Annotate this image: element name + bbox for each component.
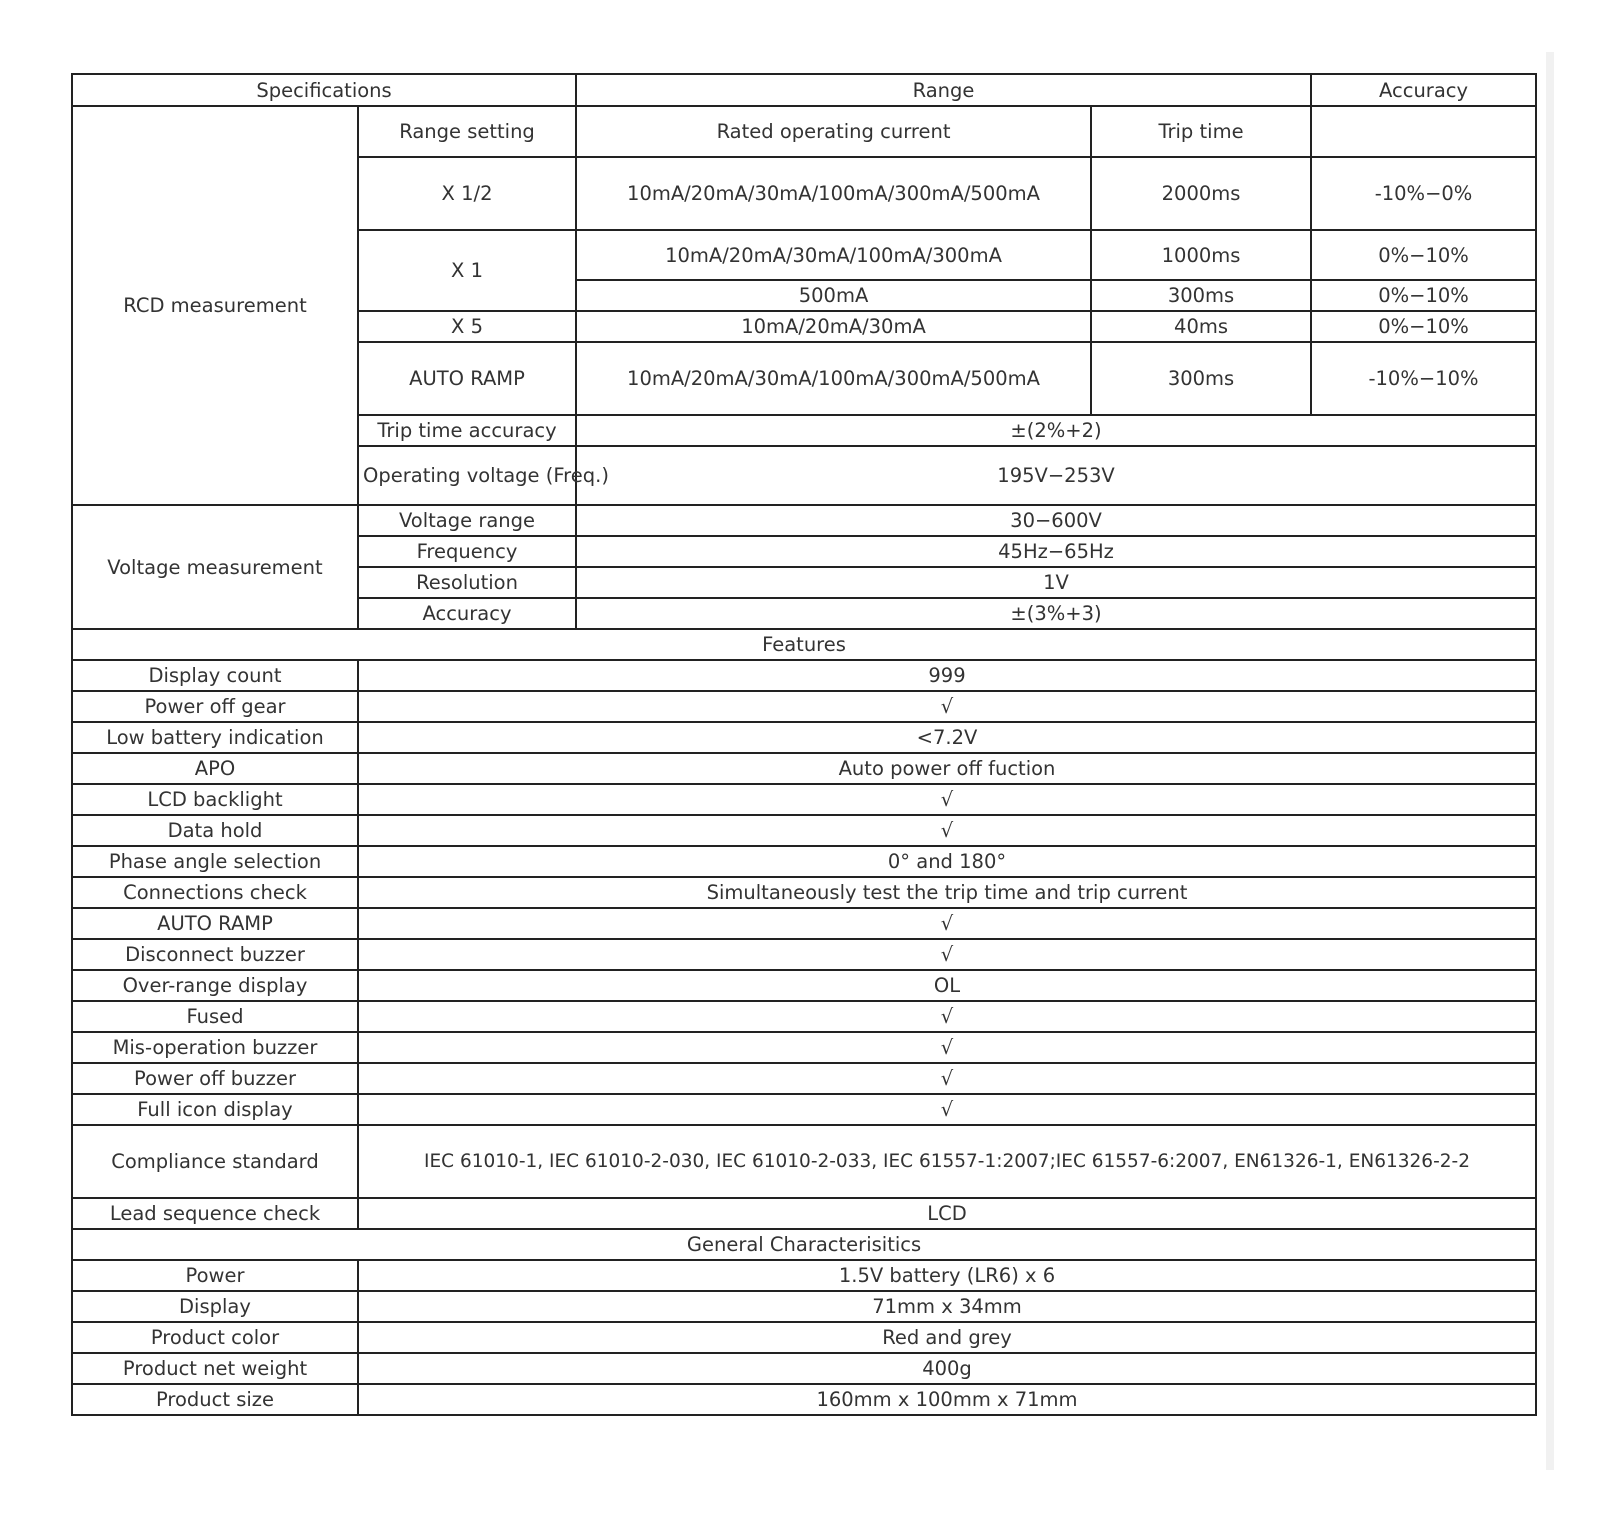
rcd-setting: X 1/2 [358, 157, 576, 230]
feature-value: √ [358, 1094, 1536, 1125]
rcd-accuracy: 0%−10% [1311, 311, 1536, 342]
feature-value: √ [358, 691, 1536, 722]
rcd-col-rated-current: Rated operating current [576, 106, 1091, 157]
rcd-accuracy: 0%−10% [1311, 280, 1536, 311]
table-row [72, 1260, 1536, 1291]
feature-value: 999 [358, 660, 1536, 691]
trip-time-accuracy-label: Trip time accuracy [358, 415, 576, 446]
features-title: Features [72, 629, 1536, 660]
feature-value: <7.2V [358, 722, 1536, 753]
table-row [72, 106, 1536, 157]
feature-label: LCD backlight [72, 784, 358, 815]
feature-value: 0° and 180° [358, 846, 1536, 877]
rcd-current: 500mA [576, 280, 1091, 311]
feature-label: Disconnect buzzer [72, 939, 358, 970]
table-row [72, 784, 1536, 815]
voltage-row-label: Resolution [358, 567, 576, 598]
feature-value: Auto power off fuction [358, 753, 1536, 784]
feature-value: √ [358, 784, 1536, 815]
table-row [72, 939, 1536, 970]
rcd-trip-time: 40ms [1091, 311, 1311, 342]
table-row [72, 753, 1536, 784]
feature-label: Full icon display [72, 1094, 358, 1125]
operating-voltage-label: Operating voltage (Freq.) [358, 446, 576, 505]
general-label: Power [72, 1260, 358, 1291]
table-row [72, 908, 1536, 939]
feature-value: LCD [358, 1198, 1536, 1229]
voltage-row-label: Voltage range [358, 505, 576, 536]
table-row [72, 1001, 1536, 1032]
voltage-row-label: Frequency [358, 536, 576, 567]
table-row [72, 846, 1536, 877]
feature-label: Mis-operation buzzer [72, 1032, 358, 1063]
feature-label: Data hold [72, 815, 358, 846]
rcd-trip-time: 300ms [1091, 342, 1311, 415]
rcd-accuracy: -10%−10% [1311, 342, 1536, 415]
rcd-trip-time: 2000ms [1091, 157, 1311, 230]
table-row [72, 505, 1536, 536]
rcd-setting: X 5 [358, 311, 576, 342]
feature-value: √ [358, 1001, 1536, 1032]
general-value: 1.5V battery (LR6) x 6 [358, 1260, 1536, 1291]
general-value: 400g [358, 1353, 1536, 1384]
feature-label: Connections check [72, 877, 358, 908]
feature-label: APO [72, 753, 358, 784]
rcd-measurement-label: RCD measurement [72, 106, 358, 505]
feature-label: Display count [72, 660, 358, 691]
feature-label: Phase angle selection [72, 846, 358, 877]
voltage-row-value: 1V [576, 567, 1536, 598]
feature-label: Fused [72, 1001, 358, 1032]
voltage-row-label: Accuracy [358, 598, 576, 629]
general-value: 160mm x 100mm x 71mm [358, 1384, 1536, 1415]
feature-value: √ [358, 908, 1536, 939]
rcd-current: 10mA/20mA/30mA/100mA/300mA/500mA [576, 342, 1091, 415]
rcd-setting: AUTO RAMP [358, 342, 576, 415]
features-title-row [72, 629, 1536, 660]
feature-label: Over-range display [72, 970, 358, 1001]
feature-value: IEC 61010-1, IEC 61010-2-030, IEC 61010-2-033, IEC 61557-1:2007;IEC 61557-6:2007, EN61326-1, EN61326-2-2 [358, 1125, 1536, 1198]
table-row [72, 1198, 1536, 1229]
voltage-measurement-label: Voltage measurement [72, 505, 358, 629]
feature-value: √ [358, 1032, 1536, 1063]
rcd-current: 10mA/20mA/30mA/100mA/300mA/500mA [576, 157, 1091, 230]
rcd-accuracy: -10%−0% [1311, 157, 1536, 230]
spec-table [71, 73, 1537, 1416]
general-label: Product color [72, 1322, 358, 1353]
page-edge-shadow [1546, 52, 1554, 1470]
table-row [72, 1094, 1536, 1125]
general-label: Product size [72, 1384, 358, 1415]
feature-value: OL [358, 970, 1536, 1001]
rcd-setting: X 1 [358, 230, 576, 311]
header-range: Range [576, 74, 1311, 106]
feature-value: √ [358, 1063, 1536, 1094]
rcd-current: 10mA/20mA/30mA/100mA/300mA [576, 230, 1091, 280]
table-row [72, 1291, 1536, 1322]
table-row [72, 970, 1536, 1001]
general-value: 71mm x 34mm [358, 1291, 1536, 1322]
table-row [72, 1353, 1536, 1384]
table-row [72, 660, 1536, 691]
feature-value: √ [358, 815, 1536, 846]
feature-value: Simultaneously test the trip time and trip current [358, 877, 1536, 908]
feature-label: Lead sequence check [72, 1198, 358, 1229]
table-row [72, 815, 1536, 846]
rcd-accuracy: 0%−10% [1311, 230, 1536, 280]
general-value: Red and grey [358, 1322, 1536, 1353]
feature-label: Compliance standard [72, 1125, 358, 1198]
voltage-row-value: ±(3%+3) [576, 598, 1536, 629]
trip-time-accuracy-value: ±(2%+2) [576, 415, 1536, 446]
general-label: Display [72, 1291, 358, 1322]
table-row [72, 1384, 1536, 1415]
feature-value: √ [358, 939, 1536, 970]
table-row [72, 877, 1536, 908]
table-row [72, 1063, 1536, 1094]
table-row [72, 1125, 1536, 1198]
feature-label: Power off buzzer [72, 1063, 358, 1094]
rcd-trip-time: 1000ms [1091, 230, 1311, 280]
table-header-row [72, 74, 1536, 106]
rcd-trip-time: 300ms [1091, 280, 1311, 311]
voltage-row-value: 45Hz−65Hz [576, 536, 1536, 567]
table-row [72, 722, 1536, 753]
feature-label: Power off gear [72, 691, 358, 722]
table-row [72, 1322, 1536, 1353]
table-row [72, 1032, 1536, 1063]
table-row [72, 691, 1536, 722]
operating-voltage-value: 195V−253V [576, 446, 1536, 505]
header-specifications: Specifications [72, 74, 576, 106]
rcd-current: 10mA/20mA/30mA [576, 311, 1091, 342]
rcd-col-accuracy-empty [1311, 106, 1536, 157]
rcd-col-range-setting: Range setting [358, 106, 576, 157]
feature-label: AUTO RAMP [72, 908, 358, 939]
general-title: General Characterisitics [72, 1229, 1536, 1260]
header-accuracy: Accuracy [1311, 74, 1536, 106]
feature-label: Low battery indication [72, 722, 358, 753]
general-title-row [72, 1229, 1536, 1260]
voltage-row-value: 30−600V [576, 505, 1536, 536]
general-label: Product net weight [72, 1353, 358, 1384]
rcd-col-trip-time: Trip time [1091, 106, 1311, 157]
